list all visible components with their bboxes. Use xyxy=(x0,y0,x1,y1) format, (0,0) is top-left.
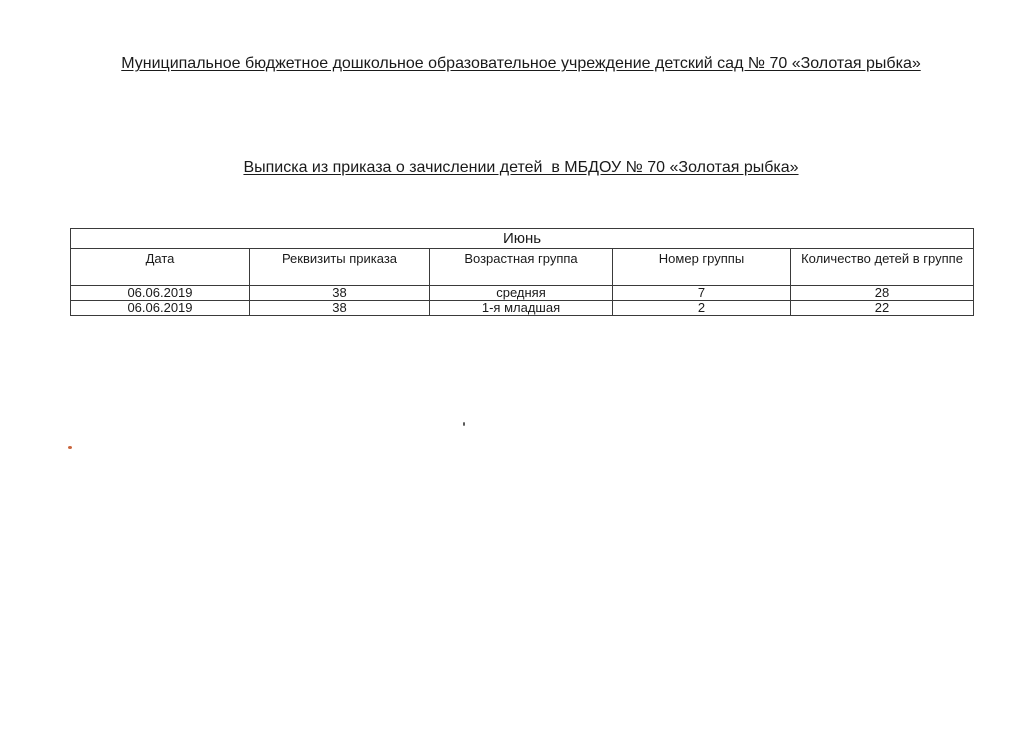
month-header: Июнь xyxy=(71,229,974,249)
cell-date: 06.06.2019 xyxy=(71,301,250,316)
organization-title: Муниципальное бюджетное дошкольное образовательное учреждение детский сад № 70 «Золотая рыбка» xyxy=(121,55,921,72)
cell-group-number: 2 xyxy=(613,301,791,316)
column-header-order: Реквизиты приказа xyxy=(250,249,430,286)
column-header-children-count: Количество детей в группе xyxy=(791,249,974,286)
cell-age-group: средняя xyxy=(430,286,613,301)
column-header-date: Дата xyxy=(71,249,250,286)
cell-order: 38 xyxy=(250,301,430,316)
scan-speck xyxy=(463,422,465,426)
cell-children-count: 28 xyxy=(791,286,974,301)
column-header-row xyxy=(71,249,974,286)
enrollment-table xyxy=(70,228,974,316)
column-header-group-number: Номер группы xyxy=(613,249,791,286)
month-row xyxy=(71,229,974,249)
cell-group-number: 7 xyxy=(613,286,791,301)
cell-date: 06.06.2019 xyxy=(71,286,250,301)
document-title: Выписка из приказа о зачислении детей в МБДОУ № 70 «Золотая рыбка» xyxy=(243,159,799,176)
table-row xyxy=(71,286,974,301)
cell-children-count: 22 xyxy=(791,301,974,316)
cell-order: 38 xyxy=(250,286,430,301)
scan-speck xyxy=(68,446,72,449)
table-row xyxy=(71,301,974,316)
cell-age-group: 1-я младшая xyxy=(430,301,613,316)
column-header-age-group: Возрастная группа xyxy=(430,249,613,286)
